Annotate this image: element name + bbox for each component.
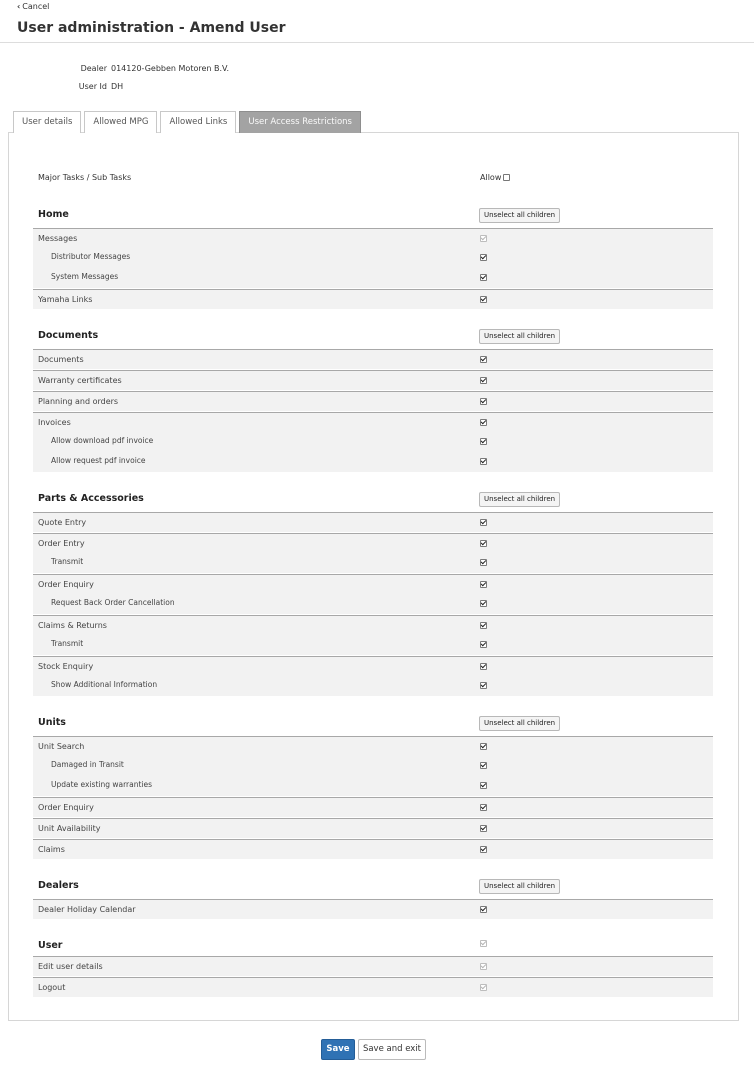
task-label: Order Entry (38, 539, 85, 548)
allow-checkbox[interactable] (480, 377, 487, 384)
allow-checkbox[interactable] (480, 682, 487, 689)
task-row (33, 391, 713, 411)
task-label: Logout (38, 983, 66, 992)
task-label: Request Back Order Cancellation (51, 598, 175, 607)
allow-label: Allow (480, 173, 502, 182)
task-label: Allow download pdf invoice (51, 436, 154, 445)
task-label: Invoices (38, 418, 71, 427)
task-label: Documents (38, 355, 84, 364)
allow-checkbox[interactable] (480, 356, 487, 363)
task-row (33, 412, 713, 432)
tab-user-access-restrictions[interactable]: User Access Restrictions (239, 111, 361, 133)
chevron-left-icon: ‹ (17, 2, 21, 11)
task-row (33, 956, 713, 976)
subtask-row (33, 676, 713, 696)
task-label: Show Additional Information (51, 680, 158, 689)
task-row (33, 818, 713, 838)
task-row (33, 977, 713, 997)
task-label: Planning and orders (38, 397, 119, 406)
page-title: User administration - Amend User (17, 20, 286, 36)
section-title-documents: Documents (38, 330, 99, 341)
task-label: Update existing warranties (51, 780, 153, 789)
task-row (33, 615, 713, 635)
unselect-all-children-button-parts-and-accessories[interactable]: Unselect all children (479, 492, 560, 507)
task-label: Order Enquiry (38, 580, 94, 589)
task-label: Order Enquiry (38, 803, 94, 812)
save-and-exit-button[interactable]: Save and exit (358, 1039, 426, 1060)
cancel-link[interactable] (17, 2, 49, 11)
userid-value: DH (111, 82, 124, 91)
section-title-home: Home (38, 209, 69, 220)
task-label: System Messages (51, 272, 119, 281)
task-label: Distributor Messages (51, 252, 131, 261)
allow-checkbox[interactable] (480, 540, 487, 547)
allow-checkbox[interactable] (480, 906, 487, 913)
task-row (33, 533, 713, 553)
allow-checkbox[interactable] (480, 559, 487, 566)
task-label: Dealer Holiday Calendar (38, 905, 136, 914)
allow-checkbox[interactable] (480, 419, 487, 426)
task-row (33, 228, 713, 248)
allow-checkbox[interactable] (480, 438, 487, 445)
allow-checkbox[interactable] (480, 296, 487, 303)
allow-checkbox[interactable] (480, 846, 487, 853)
allow-checkbox[interactable] (480, 762, 487, 769)
task-row (33, 797, 713, 817)
title-divider (0, 42, 754, 43)
section-title-user: User (38, 940, 63, 951)
tab-allowed-mpg[interactable]: Allowed MPG (84, 111, 157, 133)
subtask-row (33, 248, 713, 268)
allow-checkbox[interactable] (480, 458, 487, 465)
subtask-row (33, 268, 713, 288)
task-row (33, 289, 713, 309)
task-label: Stock Enquiry (38, 662, 94, 671)
task-label: Yamaha Links (38, 295, 93, 304)
userid-info (60, 82, 360, 91)
task-row (33, 736, 713, 756)
allow-checkbox[interactable] (480, 825, 487, 832)
cancel-label: Cancel (22, 2, 50, 11)
allow-checkbox (480, 984, 487, 991)
subtask-row (33, 432, 713, 452)
section-allow-checkbox-user (480, 940, 487, 947)
task-label: Claims (38, 845, 65, 854)
allow-checkbox[interactable] (480, 743, 487, 750)
allow-checkbox (480, 963, 487, 970)
allow-checkbox[interactable] (480, 804, 487, 811)
task-label: Unit Availability (38, 824, 101, 833)
unselect-all-children-button-documents[interactable]: Unselect all children (479, 329, 560, 344)
allow-checkbox[interactable] (480, 519, 487, 526)
subtask-row (33, 452, 713, 472)
tab-allowed-links[interactable]: Allowed Links (160, 111, 236, 133)
allow-checkbox[interactable] (480, 782, 487, 789)
allow-all-checkbox[interactable] (503, 174, 510, 181)
allow-checkbox[interactable] (480, 663, 487, 670)
subtask-row (33, 594, 713, 614)
task-row (33, 574, 713, 594)
section-title-units: Units (38, 717, 66, 728)
tasks-column-header: Major Tasks / Sub Tasks (38, 173, 132, 182)
allow-checkbox[interactable] (480, 600, 487, 607)
task-label: Warranty certificates (38, 376, 122, 385)
task-label: Transmit (51, 557, 84, 566)
section-title-dealers: Dealers (38, 880, 79, 891)
task-label: Quote Entry (38, 518, 87, 527)
allow-checkbox[interactable] (480, 581, 487, 588)
dealer-label: Dealer (80, 64, 107, 73)
unselect-all-children-button-dealers[interactable]: Unselect all children (479, 879, 560, 894)
task-label: Unit Search (38, 742, 85, 751)
task-label: Messages (38, 234, 78, 243)
task-label: Transmit (51, 639, 84, 648)
allow-checkbox[interactable] (480, 254, 487, 261)
subtask-row (33, 553, 713, 573)
tab-user-details[interactable]: User details (13, 111, 81, 133)
task-label: Edit user details (38, 962, 103, 971)
allow-checkbox (480, 235, 487, 242)
dealer-value: 014120-Gebben Motoren B.V. (111, 64, 230, 73)
task-label: Allow request pdf invoice (51, 456, 146, 465)
subtask-row (33, 635, 713, 655)
allow-checkbox[interactable] (480, 398, 487, 405)
userid-label: User Id (78, 82, 107, 91)
dealer-info (60, 64, 360, 73)
task-label: Damaged in Transit (51, 760, 124, 769)
unselect-all-children-button-home[interactable]: Unselect all children (479, 208, 560, 223)
unselect-all-children-button-units[interactable]: Unselect all children (479, 716, 560, 731)
subtask-row (33, 756, 713, 776)
task-row (33, 370, 713, 390)
task-row (33, 512, 713, 532)
allow-column-header (480, 173, 510, 182)
tab-bar (13, 111, 364, 133)
save-button[interactable]: Save (321, 1039, 355, 1060)
subtask-row (33, 776, 713, 796)
task-row (33, 839, 713, 859)
task-label: Claims & Returns (38, 621, 107, 630)
task-row (33, 656, 713, 676)
allow-checkbox[interactable] (480, 622, 487, 629)
allow-checkbox[interactable] (480, 641, 487, 648)
allow-checkbox[interactable] (480, 274, 487, 281)
section-title-parts-and-accessories: Parts & Accessories (38, 493, 144, 504)
task-row (33, 349, 713, 369)
task-row (33, 899, 713, 919)
